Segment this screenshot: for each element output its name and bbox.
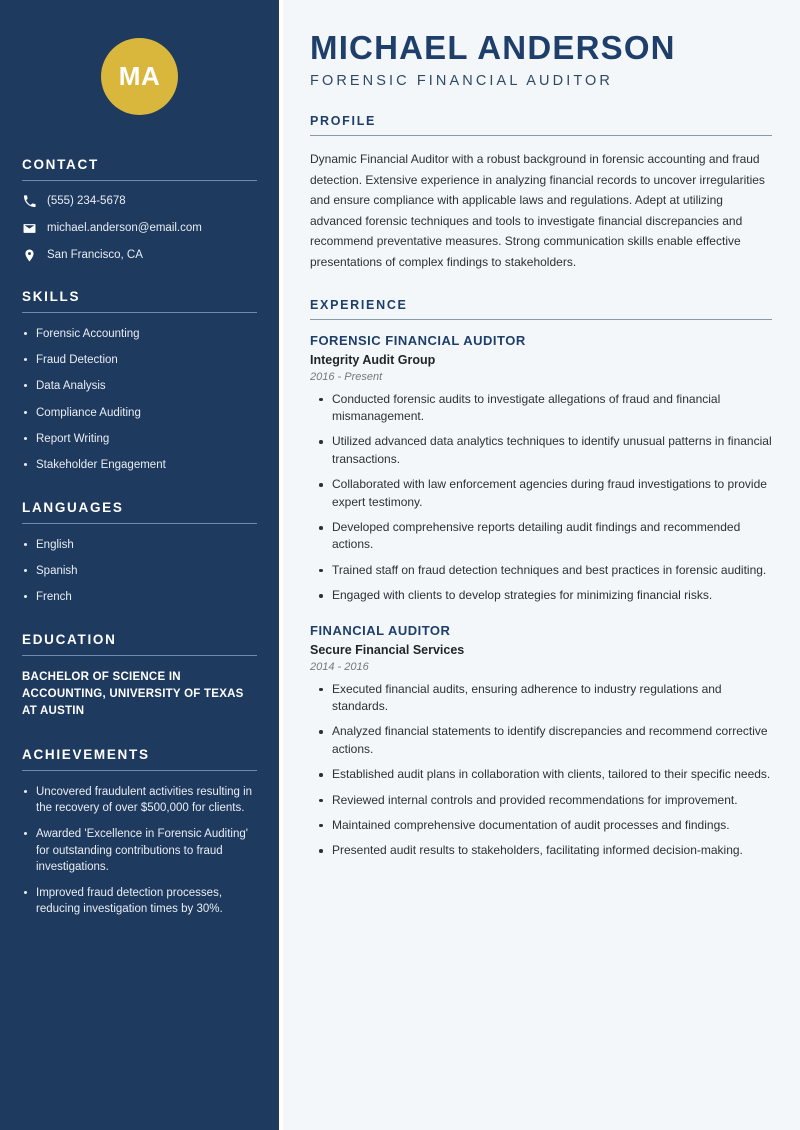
list-item: Executed financial audits, ensuring adherence to industry regulations and standards. <box>332 681 772 716</box>
contact-location-value: San Francisco, CA <box>47 248 143 261</box>
map-pin-icon <box>22 248 36 262</box>
skills-list <box>22 326 257 474</box>
list-item: Data Analysis <box>22 378 257 394</box>
job-bullets <box>310 391 772 605</box>
contact-phone-value: (555) 234-5678 <box>47 195 126 207</box>
job-role: FINANCIAL AUDITOR <box>310 622 451 638</box>
contact-row-location[interactable] <box>22 248 257 263</box>
list-item: Awarded 'Excellence in Forensic Auditing' for outstanding contributions to fraud investigations. <box>22 826 257 875</box>
list-item: Analyzed financial statements to identify discrepancies and recommend corrective actions. <box>332 723 772 758</box>
list-item: Report Writing <box>22 431 257 447</box>
list-item: Reviewed internal controls and provided recommendations for improvement. <box>332 792 772 809</box>
job-company: Secure Financial Services <box>310 642 465 657</box>
list-item: French <box>22 589 257 605</box>
list-item: Trained staff on fraud detection techniques and best practices in forensic auditing. <box>332 562 772 579</box>
list-item: Spanish <box>22 563 257 579</box>
list-item: Engaged with clients to develop strategies for minimizing financial risks. <box>332 587 772 604</box>
sidebar-section-skills <box>22 289 257 474</box>
sidebar-section-education <box>22 632 257 721</box>
list-item: English <box>22 537 257 553</box>
achievements-list <box>22 784 257 918</box>
experience-entry <box>310 333 772 605</box>
job-role: FORENSIC FINANCIAL AUDITOR <box>310 332 526 348</box>
education-entry: BACHELOR OF SCIENCE IN ACCOUNTING, UNIVERSITY OF TEXAS AT AUSTIN <box>22 670 244 718</box>
skills-heading: SKILLS <box>22 288 81 304</box>
list-item: Stakeholder Engagement <box>22 457 257 473</box>
contact-divider <box>22 180 257 181</box>
list-item: Improved fraud detection processes, reducing investigation times by 30%. <box>22 885 257 918</box>
profile-text: Dynamic Financial Auditor with a robust background in forensic accounting and fraud detection. Extensive experience in analyzing financial records to uncover irregularities and ensure compliance with applicable laws and regulations. Adept at utilizing advanced forensic techniques and tools to investigate financial discrepancies and recommend preventative measures. Strong communication skills enable effective presentations of complex findings to stakeholders. <box>310 151 765 270</box>
sidebar-section-languages <box>22 500 257 606</box>
list-item: Utilized advanced data analytics techniques to identify unusual patterns in financial transactions. <box>332 433 772 468</box>
experience-divider <box>310 319 772 320</box>
list-item: Conducted forensic audits to investigate allegations of fraud and financial mismanagement. <box>332 391 772 426</box>
contact-email-value: michael.anderson@email.com <box>47 221 202 234</box>
skills-divider <box>22 312 257 313</box>
contact-row-email[interactable] <box>22 221 257 236</box>
contact-row-phone[interactable] <box>22 194 257 209</box>
list-item: Fraud Detection <box>22 352 257 368</box>
job-company: Integrity Audit Group <box>310 352 436 367</box>
contact-heading: CONTACT <box>22 157 99 172</box>
list-item: Maintained comprehensive documentation of audit processes and findings. <box>332 817 772 834</box>
page-title: MICHAEL ANDERSON <box>310 29 676 66</box>
list-item: Uncovered fraudulent activities resulting in the recovery of over $500,000 for clients. <box>22 784 257 817</box>
job-dates: 2014 - 2016 <box>310 660 369 673</box>
phone-icon <box>22 194 36 208</box>
profile-divider <box>310 135 772 136</box>
sidebar-section-achievements <box>22 747 257 918</box>
languages-list <box>22 537 257 606</box>
list-item: Developed comprehensive reports detailing audit findings and recommended actions. <box>332 519 772 554</box>
list-item: Established audit plans in collaboration with clients, tailored to their specific needs. <box>332 766 772 783</box>
job-bullets <box>310 681 772 860</box>
main-content <box>279 0 800 1130</box>
section-experience <box>310 298 772 860</box>
avatar-container <box>22 0 257 157</box>
list-item: Presented audit results to stakeholders, facilitating informed decision-making. <box>332 842 772 859</box>
languages-divider <box>22 523 257 524</box>
profile-heading: PROFILE <box>310 113 377 128</box>
section-profile <box>310 114 772 273</box>
list-item: Compliance Auditing <box>22 405 257 421</box>
list-item: Forensic Accounting <box>22 326 257 342</box>
languages-heading: LANGUAGES <box>22 499 124 515</box>
avatar: MA <box>101 38 178 115</box>
experience-entry <box>310 623 772 860</box>
list-item: Collaborated with law enforcement agencies during fraud investigations to provide expert testimony. <box>332 476 772 511</box>
professional-title: FORENSIC FINANCIAL AUDITOR <box>310 72 613 89</box>
education-divider <box>22 655 257 656</box>
job-dates: 2016 - Present <box>310 370 383 383</box>
achievements-divider <box>22 770 257 771</box>
achievements-heading: ACHIEVEMENTS <box>22 746 150 762</box>
sidebar-section-contact <box>22 157 257 263</box>
education-heading: EDUCATION <box>22 631 117 647</box>
experience-heading: EXPERIENCE <box>310 297 408 312</box>
sidebar <box>0 0 279 1130</box>
envelope-icon <box>22 221 36 235</box>
